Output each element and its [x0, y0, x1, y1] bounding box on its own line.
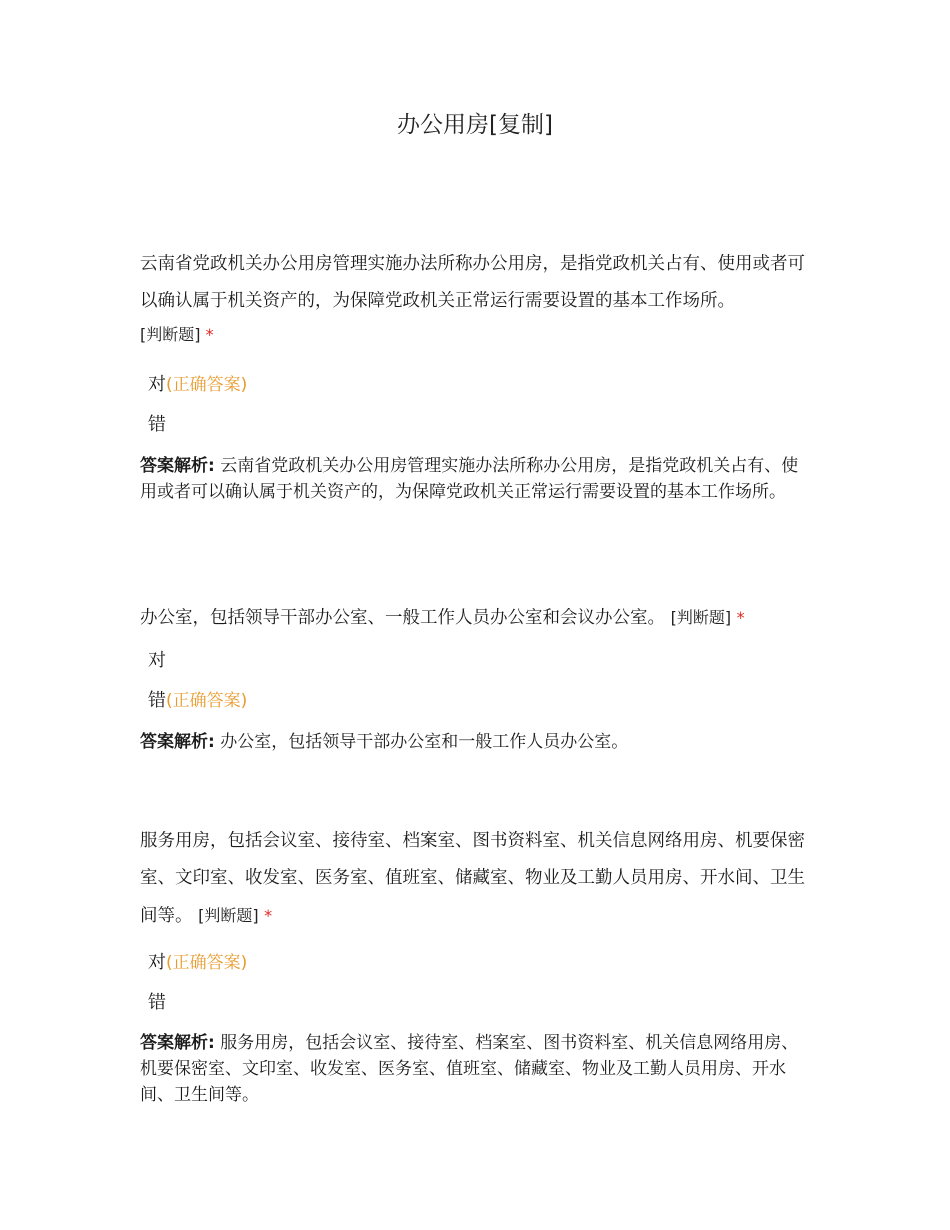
option-label: 错: [148, 414, 166, 435]
question-2-type-tag: [判断题]: [670, 608, 732, 627]
question-3-type-tag: [判断题]: [198, 906, 259, 925]
option-label: 对: [148, 650, 166, 671]
option-label: 错: [148, 690, 166, 711]
option-label: 对: [148, 952, 166, 973]
correct-answer-marker: (正确答案): [166, 375, 248, 395]
question-1-type-tag: [判断题]: [140, 325, 201, 344]
explanation-text: 办公室，包括领导干部办公室和一般工作人员办公室。: [220, 732, 629, 752]
question-3-text-line: [140, 823, 812, 935]
explanation-label: 答案解析:: [140, 1033, 215, 1053]
explanation-text: 云南省党政机关办公用房管理实施办法所称办公用房，是指党政机关占有、使用或者可以确认属于机关资产的，为保障党政机关正常运行需要设置的基本工作场所。: [140, 456, 799, 502]
question-2-text-line: [140, 599, 812, 637]
question-1-option-false[interactable]: [148, 411, 166, 439]
question-1-explanation: [140, 453, 812, 505]
question-2-option-false[interactable]: [148, 687, 247, 715]
question-3-required-mark: *: [264, 906, 273, 925]
question-3-option-true[interactable]: [148, 949, 247, 977]
question-2-explanation: [140, 729, 812, 755]
question-2-required-mark: *: [736, 608, 745, 627]
question-1-text: 云南省党政机关办公用房管理实施办法所称办公用房，是指党政机关占有、使用或者可以确认属于机关资产的，为保障党政机关正常运行需要设置的基本工作场所。: [140, 254, 805, 311]
question-2-text: 办公室，包括领导干部办公室、一般工作人员办公室和会议办公室。: [140, 608, 665, 628]
option-label: 错: [148, 992, 166, 1013]
question-3-explanation: [140, 1030, 812, 1108]
question-1-option-true[interactable]: [148, 371, 247, 399]
question-3-option-false[interactable]: [148, 989, 166, 1017]
correct-answer-marker: (正确答案): [166, 691, 248, 711]
correct-answer-marker: (正确答案): [166, 953, 248, 973]
question-1-required-mark: *: [205, 325, 214, 344]
question-3-text: 服务用房，包括会议室、接待室、档案室、图书资料室、机关信息网络用房、机要保密室、文印室、收发室、医务室、值班室、储藏室、物业及工勤人员用房、开水间、卫生间等。: [140, 831, 805, 926]
explanation-text: 服务用房，包括会议室、接待室、档案室、图书资料室、机关信息网络用房、机要保密室、文印室、收发室、医务室、值班室、储藏室、物业及工勤人员用房、开水间、卫生间等。: [140, 1033, 799, 1105]
question-2: [140, 599, 812, 637]
explanation-label: 答案解析:: [140, 456, 215, 476]
question-3: [140, 823, 812, 935]
page-title: 办公用房[复制]: [397, 112, 553, 138]
option-label: 对: [148, 374, 166, 395]
question-2-option-true[interactable]: [148, 647, 166, 675]
question-1: [140, 246, 812, 350]
explanation-label: 答案解析:: [140, 732, 215, 752]
